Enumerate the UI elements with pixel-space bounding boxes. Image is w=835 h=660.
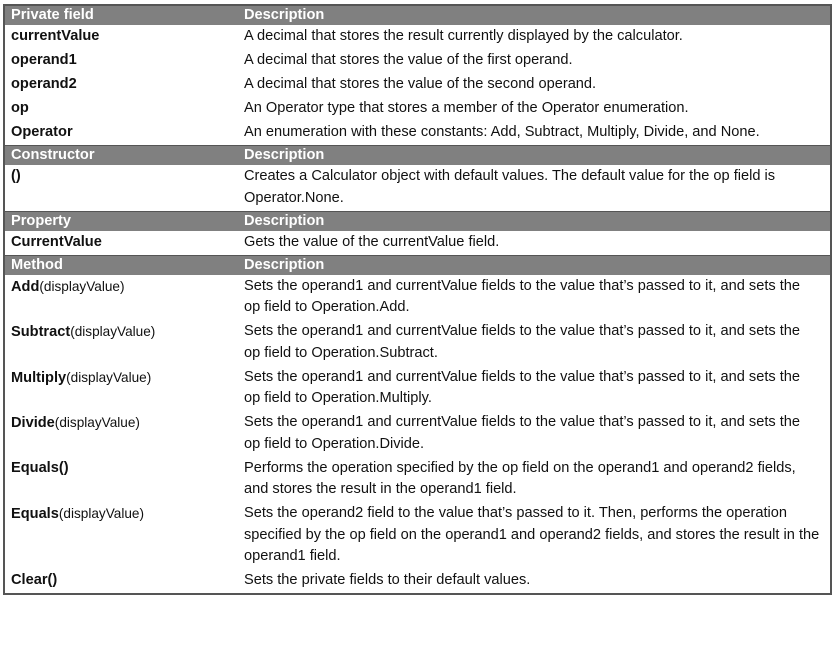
member-description: Sets the operand1 and currentValue fields to the value that’s passed to it, and sets the op field to Operation.Subtract. <box>244 323 801 361</box>
header-name: Property <box>5 211 237 231</box>
method-name: Equals <box>11 506 59 522</box>
table-row <box>5 97 830 121</box>
member-name <box>5 502 237 569</box>
table-row <box>5 275 830 321</box>
member-description: Sets the operand1 and currentValue fields to the value that’s passed to it, and sets the op field to Operation.Multiply. <box>244 368 801 406</box>
member-name <box>5 366 237 412</box>
table-row <box>5 165 830 211</box>
section-header-method <box>5 255 830 275</box>
table-row <box>5 25 830 49</box>
member-description: A decimal that stores the value of the second operand. <box>244 76 597 92</box>
table-row <box>5 569 830 593</box>
member-description: Gets the value of the currentValue field. <box>237 231 830 256</box>
table-row <box>5 457 830 503</box>
member-description: A decimal that stores the result currently displayed by the calculator. <box>244 28 683 44</box>
member-name: Clear() <box>11 572 58 588</box>
member-name: op <box>11 100 29 116</box>
table-row <box>5 121 830 146</box>
method-args: (displayValue) <box>58 506 144 521</box>
member-description: Sets the operand1 and currentValue fields to the value that’s passed to it, and sets the op field to Operation.Divide. <box>244 414 801 452</box>
method-name: Divide <box>11 415 55 431</box>
table-row <box>5 73 830 97</box>
member-name: () <box>5 165 237 211</box>
table-row <box>5 231 830 256</box>
table-row <box>5 411 830 457</box>
method-args: (displayValue) <box>66 369 152 385</box>
member-description: Sets the private fields to their default values. <box>244 572 531 588</box>
member-name: currentValue <box>11 28 100 44</box>
header-name: Private field <box>5 6 237 25</box>
member-description: Creates a Calculator object with default values. The default value for the op field is Operator.None. <box>237 165 830 211</box>
header-description: Description <box>237 211 830 231</box>
member-description: Performs the operation specified by the op field on the operand1 and operand2 fields, and stores the result in the operand1 field. <box>244 459 796 497</box>
calculator-members-table <box>5 6 830 593</box>
member-description: Sets the operand1 and currentValue fields to the value that’s passed to it, and sets the op field to Operation.Add. <box>244 277 801 315</box>
table-row <box>5 320 830 366</box>
member-name <box>5 411 237 457</box>
member-name: CurrentValue <box>5 231 237 256</box>
table-row <box>5 366 830 412</box>
member-name: Operator <box>5 121 237 146</box>
method-name: Add <box>11 278 40 295</box>
header-description: Description <box>237 255 830 275</box>
header-name: Constructor <box>5 146 237 166</box>
member-name: Equals() <box>11 459 69 476</box>
method-name: Multiply <box>11 369 67 386</box>
member-name: operand2 <box>11 76 77 92</box>
member-name <box>5 275 237 321</box>
section-header-property <box>5 211 830 231</box>
method-args: (displayValue) <box>54 415 140 430</box>
calculator-members-table-container <box>3 4 832 595</box>
member-name: operand1 <box>11 52 77 68</box>
member-description: An Operator type that stores a member of the Operator enumeration. <box>244 100 689 116</box>
member-name <box>5 320 237 366</box>
header-description: Description <box>237 6 830 25</box>
header-name: Method <box>5 255 237 275</box>
member-description: A decimal that stores the value of the first operand. <box>244 52 573 68</box>
table-row <box>5 49 830 73</box>
header-description: Description <box>237 146 830 166</box>
section-header-constructor <box>5 146 830 166</box>
section-header-private-field <box>5 6 830 25</box>
member-description: An enumeration with these constants: Add, Subtract, Multiply, Divide, and None. <box>237 121 830 146</box>
method-args: (displayValue) <box>39 278 125 294</box>
method-args: (displayValue) <box>70 324 156 339</box>
table-row <box>5 502 830 569</box>
member-description: Sets the operand2 field to the value that’s passed to it. Then, performs the operation specified by the op field on the operand1 and operand2 fields, and stores the result in the operand1 field. <box>244 505 820 564</box>
method-name: Subtract <box>11 324 71 340</box>
